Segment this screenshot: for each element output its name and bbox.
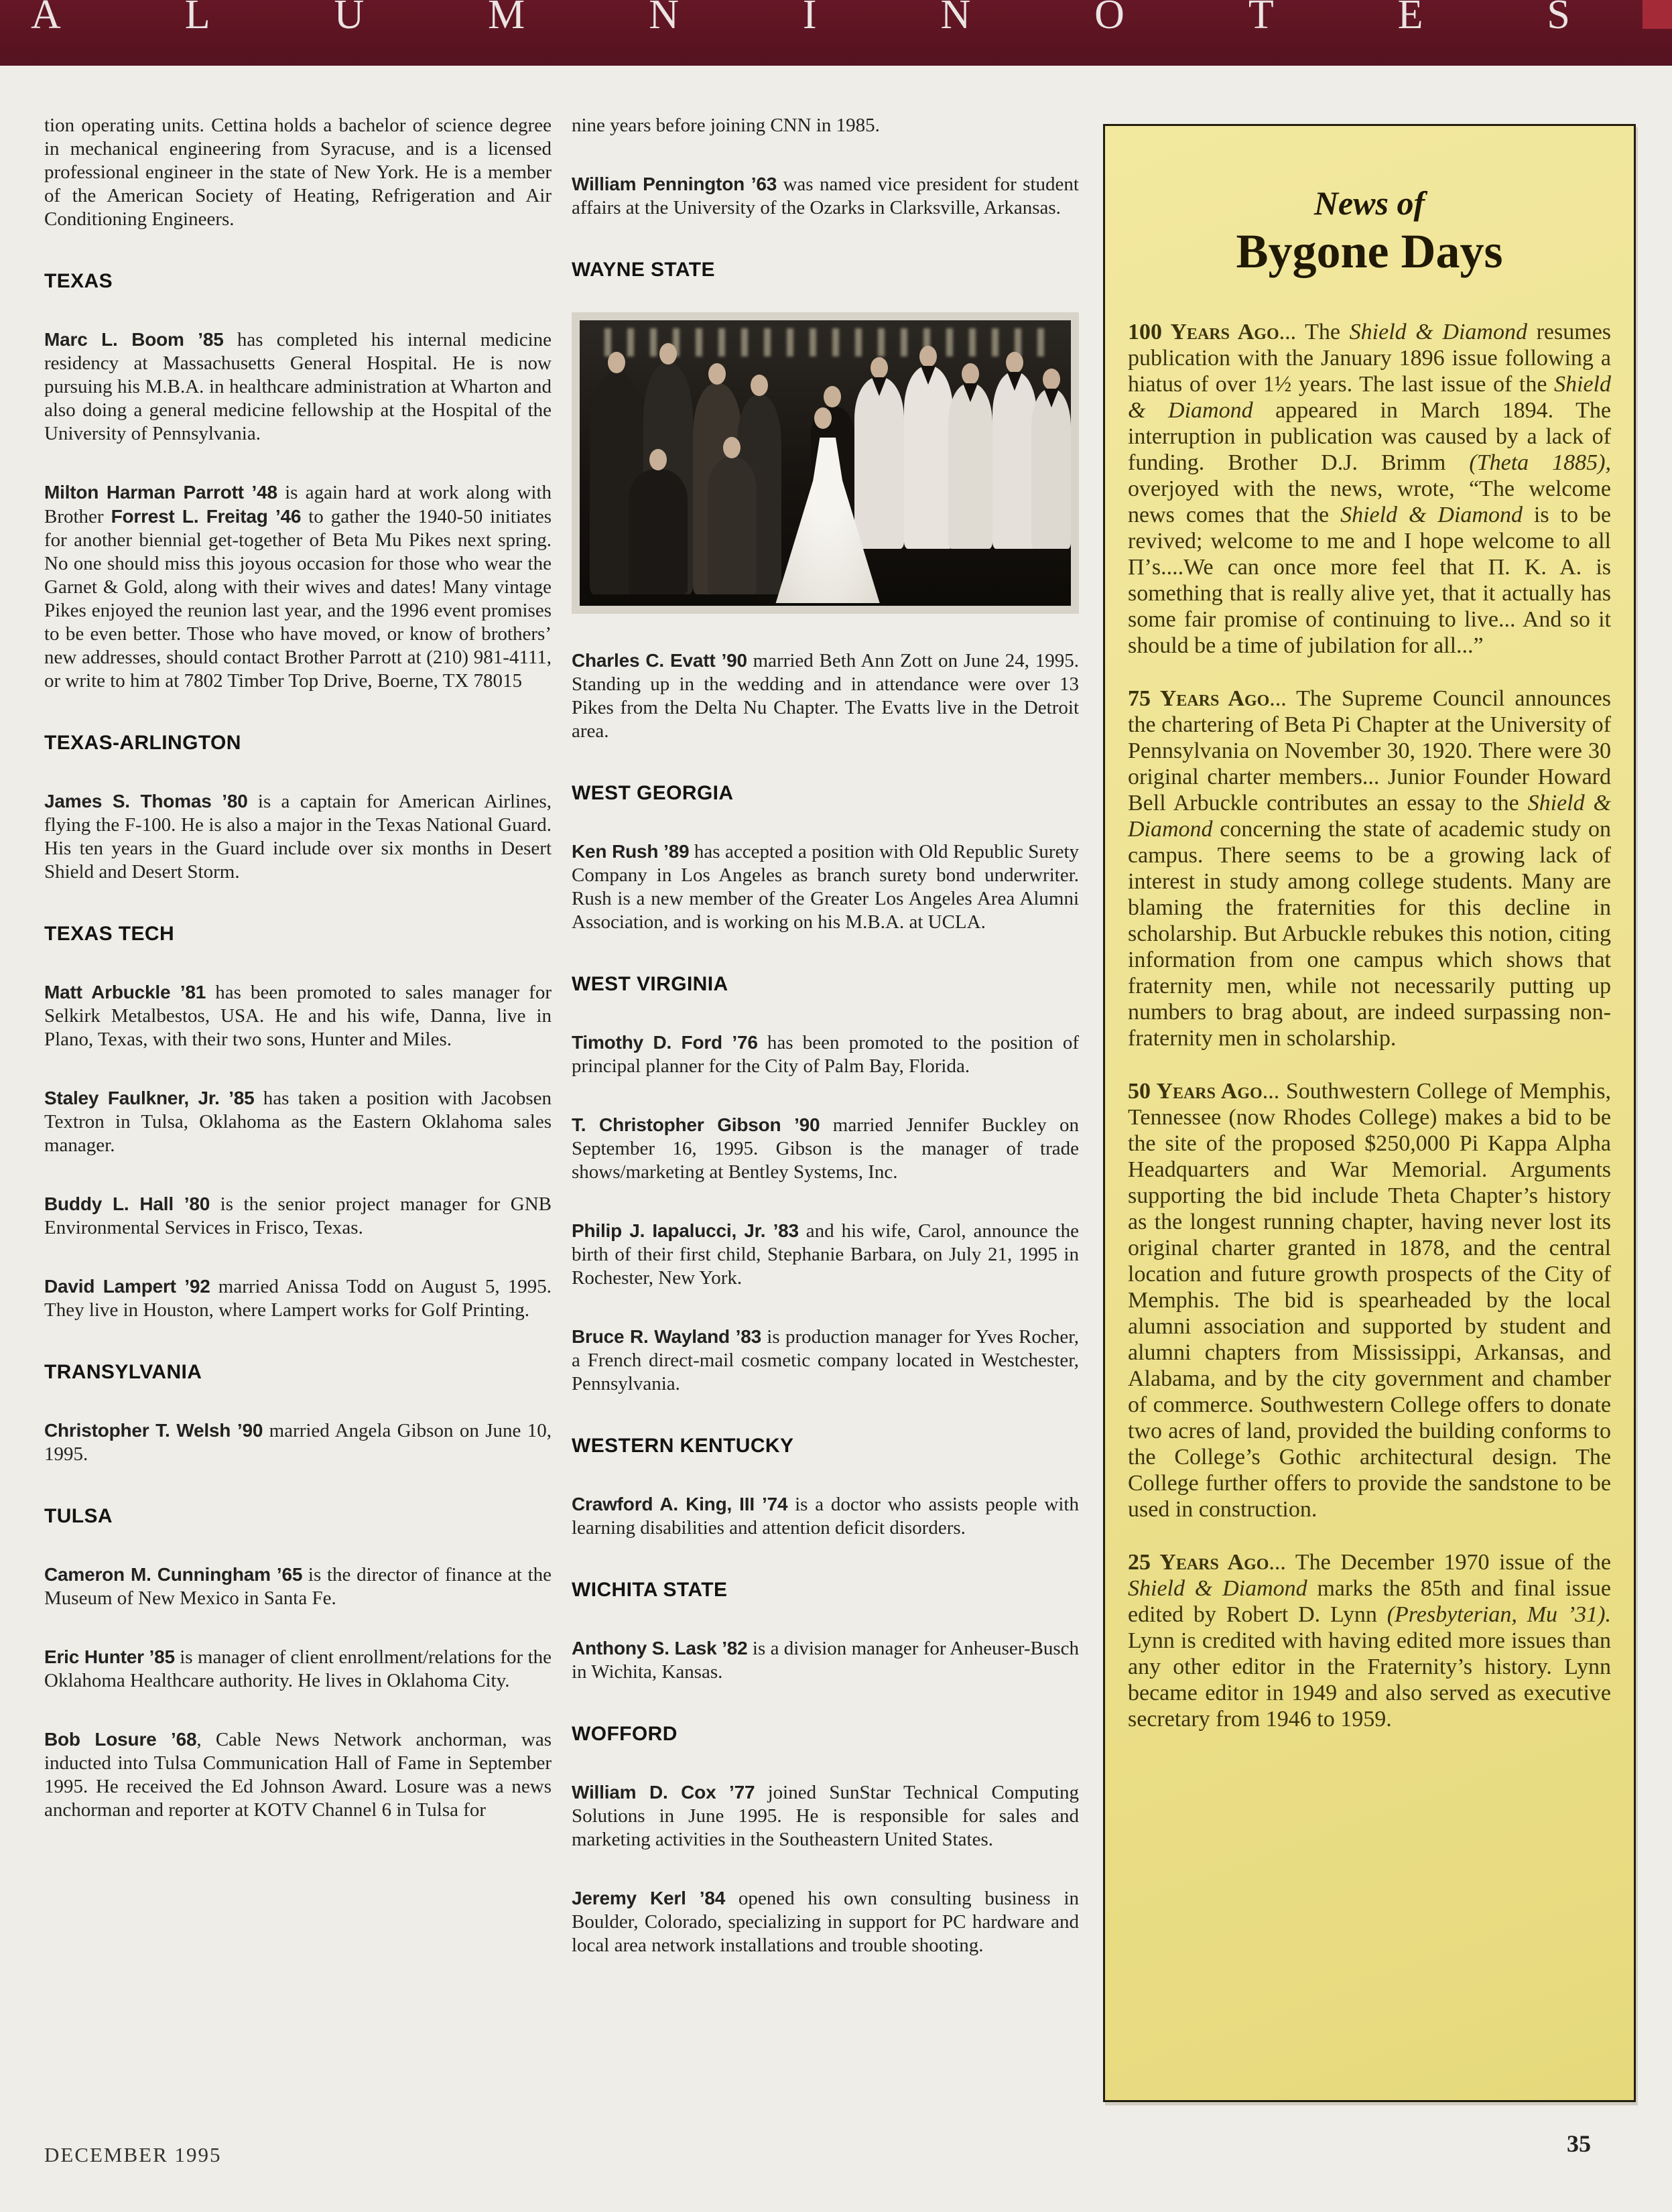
photo-figure-dark-suit — [708, 457, 757, 594]
body-text-run: ... The — [1279, 320, 1350, 344]
member-name: Staley Faulkner, Jr. ’85 — [44, 1088, 255, 1108]
body-text-run: ... The Supreme Council announces the chartering of Beta Pi Chapter at the University of Pennsylvania on November 30, 1920. There were 30 original charter members... Junior Founder Howard Bell Arbuckle contributes an essay to the — [1128, 686, 1611, 816]
body-text-run: (Presbyterian, Mu ’31). — [1387, 1602, 1611, 1627]
sidebar-title — [1128, 184, 1611, 277]
era-lead: 50 Years Ago — [1128, 1079, 1263, 1104]
member-name: David Lampert ’92 — [44, 1276, 210, 1297]
chapter-heading: WESTERN KENTUCKY — [572, 1435, 794, 1457]
alumni-entry — [44, 1275, 552, 1322]
body-text-run: married Beth Ann Zott on June 24, 1995. Standing up in the wedding and in attendance were over 13 Pikes from the Delta Nu Chapter. The Evatts live in the Detroit area. — [572, 650, 1079, 742]
body-text-run: Shield & Diamond — [1128, 372, 1611, 423]
body-text-run: is production manager for Yves Rocher, a French direct-mail cosmetic company located in Westchester, Pennsylvania. — [572, 1326, 1079, 1394]
alumni-entry — [572, 1636, 1079, 1684]
chapter-heading: TEXAS-ARLINGTON — [44, 732, 241, 754]
masthead-letter: N — [649, 0, 679, 38]
member-name: William D. Cox ’77 — [572, 1782, 755, 1803]
chapter-heading: TULSA — [44, 1505, 113, 1527]
body-text-run: married Anissa Todd on August 5, 1995. They live in Houston, where Lampert works for Golf Printing. — [44, 1276, 552, 1321]
body-text-run: overjoyed with the news, wrote, “The welcome news comes that the — [1128, 476, 1611, 527]
body-text-run: has been promoted to the position of principal planner for the City of Palm Bay, Florida. — [572, 1032, 1079, 1077]
body-text-run: Shield & Diamond — [1349, 320, 1527, 344]
body-text-run: is a division manager for Anheuser-Busch in Wichita, Kansas. — [572, 1638, 1079, 1683]
body-text-run: Shield & Diamond — [1128, 1576, 1307, 1601]
body-text-run: is to be revived; welcome to me and I hope welcome to all Π’s....We can once more feel that Π. K. A. is something that is really alive yet, that it actually has some fair promise of continuing to live... And so it should be a time of jubilation for all...” — [1128, 503, 1612, 658]
alumni-entry — [44, 1645, 552, 1693]
alumni-entry — [572, 649, 1079, 743]
photo-figure-white-tuxedo — [1031, 389, 1071, 549]
masthead-banner — [0, 0, 1672, 66]
body-text-run: married Angela Gibson on June 10, 1995. — [44, 1420, 552, 1465]
wedding-group-photo — [572, 312, 1079, 614]
body-text-run: is the senior project manager for GNB Environmental Services in Frisco, Texas. — [44, 1193, 552, 1238]
body-text-run: marks the 85th and final issue edited by Robert D. Lynn — [1128, 1576, 1611, 1627]
body-text-run: has completed his internal medicine residency at Massachusetts General Hospital. He is now pursuing his M.B.A. in healthcare administration at Wharton and also doing a general medicine fellowship at the Hospital of the University of Pennsylvania. — [44, 329, 552, 444]
alumni-entry — [572, 1492, 1079, 1540]
member-name: Milton Harman Parrott ’48 — [44, 482, 277, 503]
alumni-entry — [44, 1086, 552, 1157]
body-text-run: married Jennifer Buckley on September 16, 1995. Gibson is the manager of trade shows/marketing at Bentley Systems, Inc. — [572, 1114, 1079, 1183]
body-text-run: nine years before joining CNN in 1985. — [572, 115, 880, 136]
alumni-entry — [572, 1886, 1079, 1957]
masthead-letter: E — [1397, 0, 1423, 38]
alumni-entry — [572, 1113, 1079, 1184]
chapter-heading: WEST GEORGIA — [572, 782, 734, 804]
chapter-heading: TRANSYLVANIA — [44, 1361, 202, 1383]
bygone-days-entry — [1128, 686, 1611, 1051]
body-text-run: has taken a position with Jacobsen Textron in Tulsa, Oklahoma as the Eastern Oklahoma sales manager. — [44, 1088, 552, 1156]
body-text-run: , Cable News Network anchorman, was inducted into Tulsa Communication Hall of Fame in September 1995. He received the Ed Johnson Award. Losure was a news anchorman and reporter at KOTV Channel 6 in Tulsa for — [44, 1729, 552, 1821]
body-text-run: is a captain for American Airlines, flying the F-100. He is also a major in the Texas National Guard. His ten years in the Guard include over six months in Desert Shield and Desert Storm. — [44, 791, 552, 883]
issue-date: DECEMBER 1995 — [44, 2143, 222, 2166]
photo-figure-white-tuxedo — [904, 366, 953, 549]
chapter-heading: WEST VIRGINIA — [572, 973, 728, 995]
masthead-letter: S — [1547, 0, 1570, 38]
masthead-letter: L — [184, 0, 210, 38]
body-text-run: resumes publication with the January 1896 issue following a hiatus of over 1½ years. The last issue of the — [1128, 320, 1612, 397]
sidebar-title-line2: Bygone Days — [1236, 224, 1503, 278]
body-text-run: is a doctor who assists people with learning disabilities and attention deficit disorders. — [572, 1494, 1079, 1539]
alumni-entry — [44, 1419, 552, 1466]
member-name: William Pennington ’63 — [572, 174, 777, 194]
bygone-days-entry — [1128, 1549, 1611, 1732]
column-middle — [572, 114, 1079, 1992]
chapter-heading: TEXAS — [44, 270, 113, 292]
member-name: Bruce R. Wayland ’83 — [572, 1326, 761, 1347]
body-text-run: is the director of finance at the Museum of New Mexico in Santa Fe. — [44, 1564, 552, 1609]
page-number: 35 — [1567, 2130, 1591, 2157]
masthead-letter: T — [1248, 0, 1274, 38]
bygone-days-sidebar — [1103, 124, 1636, 2102]
alumni-entry — [572, 1325, 1079, 1396]
member-name: T. Christopher Gibson ’90 — [572, 1114, 820, 1135]
bygone-days-entry — [1128, 319, 1611, 659]
alumni-entry — [44, 1728, 552, 1822]
alumni-entry — [572, 114, 1079, 137]
body-text-run: was named vice president for student affairs at the University of the Ozarks in Clarksville, Arkansas. — [572, 174, 1079, 218]
alumni-entry — [44, 789, 552, 884]
masthead-letter: U — [334, 0, 365, 38]
alumni-entry — [572, 1219, 1079, 1290]
alumni-entry — [572, 1780, 1079, 1851]
bygone-days-entry — [1128, 1078, 1611, 1522]
body-text-run: and his wife, Carol, announce the birth of their first child, Stephanie Barbara, on July 21, 1995 in Rochester, New York. — [572, 1220, 1079, 1289]
body-text-run: (Theta 1885), — [1469, 450, 1611, 475]
body-text-run: opened his own consulting business in Boulder, Colorado, specializing in support for PC hardware and local area network installations and trouble shooting. — [572, 1888, 1079, 1956]
masthead-letter: O — [1094, 0, 1124, 38]
body-text-run: Shield & Diamond — [1128, 791, 1611, 842]
member-name: Marc L. Boom ’85 — [44, 329, 224, 350]
member-name: Matt Arbuckle ’81 — [44, 982, 206, 1002]
era-lead: 75 Years Ago — [1128, 686, 1270, 711]
sidebar-title-line1: News of — [1313, 184, 1425, 222]
member-name: Crawford A. King, III ’74 — [572, 1494, 788, 1514]
body-text-run: concerning the state of academic study on campus. There seems to be a growing lack of interest in study among college students. Many are blaming the fraternities for this decline in scholarship. But Arbuckle rebukes this notion, citing information from one campus which shows that fraternity men, while not necessarily putting up numbers to brag about, are indeed surpassing non-fraternity men in scholarship. — [1128, 817, 1611, 1051]
alumni-entry — [572, 840, 1079, 934]
photo-figure-dark-suit — [629, 469, 688, 594]
member-name: Charles C. Evatt ’90 — [572, 650, 747, 671]
body-text-run: is manager of client enrollment/relations for the Oklahoma Healthcare authority. He lives in Oklahoma City. — [44, 1646, 552, 1691]
alumni-entry — [44, 328, 552, 446]
photo-figure-white-tuxedo — [854, 377, 903, 549]
body-text-run: Shield & Diamond — [1340, 503, 1523, 527]
chapter-heading: TEXAS TECH — [44, 923, 175, 945]
masthead-title — [31, 0, 1570, 36]
member-name: Anthony S. Lask ’82 — [572, 1638, 748, 1658]
body-text-run: has been promoted to sales manager for Selkirk Metalbestos, USA. He and his wife, Danna, live in Plano, Texas, with their two sons, Hunter and Miles. — [44, 982, 552, 1050]
member-name: Bob Losure ’68 — [44, 1729, 197, 1750]
alumni-entry — [44, 980, 552, 1051]
member-name: Jeremy Kerl ’84 — [572, 1888, 726, 1908]
body-text-run: is again hard at work along with Brother — [44, 482, 552, 527]
masthead-letter: M — [488, 0, 525, 38]
alumni-entry — [572, 172, 1079, 220]
column-left — [44, 114, 552, 1857]
era-lead: 100 Years Ago — [1128, 320, 1279, 344]
member-name: Christopher T. Welsh ’90 — [44, 1420, 263, 1441]
body-text-run: ... The December 1970 issue of the — [1269, 1550, 1611, 1575]
member-name: Philip J. Iapalucci, Jr. ’83 — [572, 1220, 799, 1241]
alumni-entry — [44, 1192, 552, 1240]
alumni-entry — [44, 114, 552, 231]
body-text-run: tion operating units. Cettina holds a bachelor of science degree in mechanical engineering from Syracuse, and is a licensed professional engineer in the state of New York. He is a member of the American Society of Heating, Refrigeration and Air Conditioning Engineers. — [44, 115, 552, 230]
photo-figure-white-tuxedo — [948, 383, 992, 549]
corner-accent — [1643, 0, 1672, 29]
body-text-run: has accepted a position with Old Republic Surety Company in Los Angeles as branch surety bond underwriter. Rush is a new member of the Greater Los Angeles Area Alumni Association, and is working on his M.B.A. at UCLA. — [572, 841, 1080, 933]
alumni-entry — [572, 1031, 1079, 1078]
chapter-heading: WAYNE STATE — [572, 259, 715, 281]
chapter-heading: WICHITA STATE — [572, 1579, 728, 1601]
member-name: Timothy D. Ford ’76 — [572, 1032, 758, 1053]
body-text-run: ... Southwestern College of Memphis, Tennessee (now Rhodes College) makes a bid to be the site of the proposed $250,000 Pi Kappa Alpha Headquarters and War Memorial. Arguments supporting the bid include Theta Chapter’s history as the longest running chapter, having never lost its original charter granted in 1878, and the central location and future growth prospects of the City of Memphis. The bid is spearheaded by the local alumni association and supported by student and alumni chapters from Mississippi, Arkansas, and Alabama, and by the city government and chamber of commerce. Southwestern College offers to donate two acres of land, provided the building conforms to the College’s Gothic architectural design. The College further offers to provide the sandstone to be used in construction. — [1128, 1079, 1611, 1522]
masthead-letter: N — [940, 0, 971, 38]
masthead-letter: I — [802, 0, 817, 38]
member-name: James S. Thomas ’80 — [44, 791, 248, 811]
sidebar-body — [1128, 319, 1611, 1732]
body-text-run: appeared in March 1894. The interruption in publication was caused by a lack of funding. Brother D.J. Brimm — [1128, 398, 1611, 475]
member-name: Forrest L. Freitag ’46 — [111, 506, 302, 527]
member-name: Ken Rush ’89 — [572, 841, 690, 862]
photo-figure-white-tuxedo — [992, 372, 1037, 549]
alumni-entry — [44, 480, 552, 693]
era-lead: 25 Years Ago — [1128, 1550, 1269, 1575]
body-text-run: Lynn is credited with having edited more issues than any other editor in the Fraternity’s history. Lynn became editor in 1949 and also served as executive secretary from 1946 to 1959. — [1128, 1628, 1611, 1732]
chapter-heading: WOFFORD — [572, 1723, 678, 1745]
masthead-letter: A — [31, 0, 61, 38]
body-text-run: to gather the 1940-50 initiates for another biennial get-together of Beta Mu Pikes next spring. No one should miss this joyous occasion for those who wear the Garnet & Gold, along with their wives and dates! Many vintage Pikes enjoyed the reunion last year, and the 1996 event promises to be even better. Those who have moved, or know of brothers’ new addresses, should contact Brother Parrott at (210) 981-4111, or write to him at 7802 Timber Top Drive, Boerne, TX 78015 — [44, 506, 552, 692]
member-name: Eric Hunter ’85 — [44, 1646, 175, 1667]
photo-bride-head — [814, 407, 832, 429]
member-name: Cameron M. Cunningham ’65 — [44, 1564, 303, 1585]
member-name: Buddy L. Hall ’80 — [44, 1193, 210, 1214]
body-text-run: joined SunStar Technical Computing Solutions in June 1995. He is responsible for sales and marketing activities in the Southeastern United States. — [572, 1782, 1080, 1850]
alumni-entry — [44, 1563, 552, 1610]
